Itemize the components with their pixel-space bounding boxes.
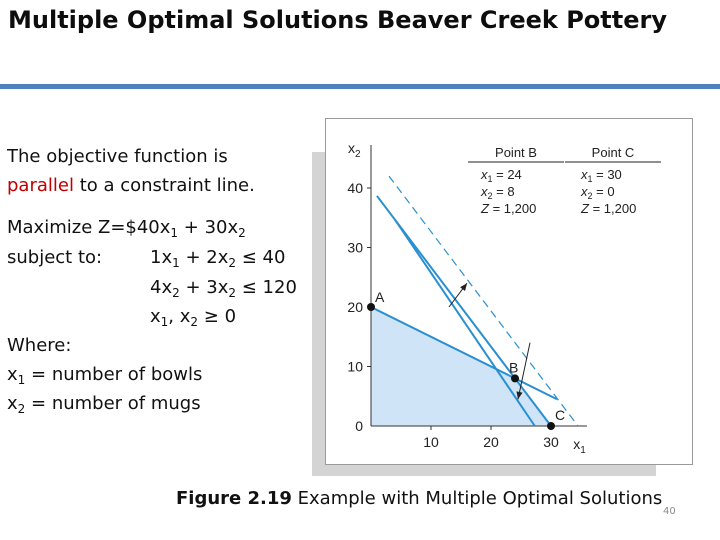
point-c-row: Z = 1,200 xyxy=(581,201,637,216)
c1-a: 1x xyxy=(150,247,173,268)
objective-line2 xyxy=(7,175,255,197)
c3-c: ≥ 0 xyxy=(198,306,237,327)
maximize-line xyxy=(7,217,246,239)
page-number: 40 xyxy=(663,506,676,517)
figure-caption xyxy=(176,488,662,509)
objective-line2-rest: to a constraint line. xyxy=(73,175,255,196)
corner-point-B xyxy=(511,374,519,382)
lp-graph xyxy=(326,119,692,464)
constraint-3 xyxy=(150,306,236,328)
subscript: 2 xyxy=(238,226,246,240)
maximize-term2: + 30x xyxy=(178,217,239,238)
c1-c: ≤ 40 xyxy=(236,247,286,268)
subscript: 2 xyxy=(17,402,26,416)
parallel-word: parallel xyxy=(7,175,74,196)
point-b-header: Point B xyxy=(495,145,537,160)
subscript: 2 xyxy=(228,256,237,270)
subscript: 2 xyxy=(228,286,237,300)
objective-line1: The objective function is xyxy=(7,146,228,167)
definition-x2 xyxy=(7,393,201,415)
figure-panel xyxy=(325,118,693,465)
slide-title: Multiple Optimal Solutions Beaver Creek Pottery xyxy=(8,6,667,34)
constraint-1 xyxy=(150,247,285,269)
subscript: 1 xyxy=(17,373,26,387)
point-label-a: A xyxy=(375,289,385,305)
caption-text: Example with Multiple Optimal Solutions xyxy=(291,488,663,509)
def1-b: = number of bowls xyxy=(25,364,203,385)
subject-to-label: subject to: xyxy=(7,247,103,268)
point-b-row: Z = 1,200 xyxy=(481,201,537,216)
maximize-text: Maximize Z=$40x xyxy=(7,217,171,238)
y-tick-label: 20 xyxy=(347,299,363,315)
subscript: 1 xyxy=(160,315,169,329)
c3-a: x xyxy=(150,306,161,327)
subscript: 2 xyxy=(172,286,180,300)
definition-x1 xyxy=(7,364,202,386)
point-c-row: $x_1 = 30$ xyxy=(581,167,622,184)
y-axis-label: $x_2$ xyxy=(348,140,361,160)
y-tick-label: 10 xyxy=(347,358,363,375)
constraint-2 xyxy=(150,277,297,299)
x-axis-label: $x_1$ xyxy=(573,436,586,456)
corner-point-C xyxy=(547,422,555,430)
x-tick-label: 20 xyxy=(483,434,499,450)
y-tick-label: 0 xyxy=(355,418,363,434)
c2-b: + 3x xyxy=(179,277,229,298)
subscript: 1 xyxy=(170,226,179,240)
where-label: Where: xyxy=(7,335,72,356)
point-c-row: $x_2 = 0$ xyxy=(581,184,615,201)
title-divider xyxy=(0,84,720,89)
caption-bold: Figure 2.19 xyxy=(176,488,292,509)
point-b-row: $x_2 = 8$ xyxy=(481,184,515,201)
y-tick-label: 30 xyxy=(347,239,363,256)
c2-c: ≤ 120 xyxy=(236,277,297,298)
c3-b: , x xyxy=(168,306,191,327)
point-label-b: B xyxy=(509,359,519,376)
c1-b: + 2x xyxy=(179,247,229,268)
x-tick-label: 10 xyxy=(423,434,439,450)
def2-a: x xyxy=(7,393,18,414)
point-c-header: Point C xyxy=(591,145,635,160)
subscript: 2 xyxy=(190,315,199,329)
y-tick-label: 40 xyxy=(347,180,363,196)
c2-a: 4x xyxy=(150,277,173,298)
point-b-row: $x_1 = 24$ xyxy=(481,167,522,184)
objective-direction-arrow-head xyxy=(460,283,467,291)
def2-b: = number of mugs xyxy=(25,393,201,414)
x-tick-label: 30 xyxy=(543,434,559,450)
subscript: 1 xyxy=(172,256,180,270)
point-label-c: C xyxy=(555,407,566,423)
corner-point-A xyxy=(367,303,375,311)
def1-a: x xyxy=(7,364,18,385)
feasible-region xyxy=(371,307,551,426)
